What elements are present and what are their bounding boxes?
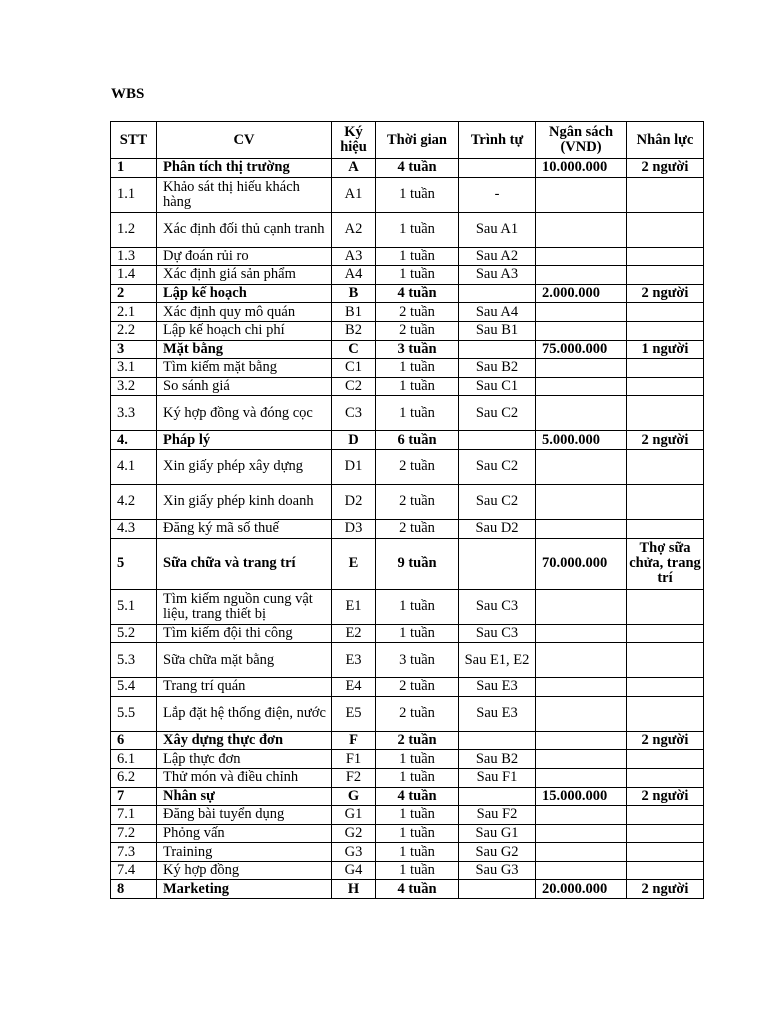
table-row-group	[111, 159, 704, 178]
cell-staff	[627, 624, 704, 643]
cell-symbol: F2	[332, 768, 376, 787]
cell-task: Lập kế hoạch chi phí	[157, 321, 332, 340]
cell-stt: 1.2	[111, 212, 157, 247]
cell-budget	[536, 359, 627, 378]
cell-staff	[627, 177, 704, 212]
cell-time: 6 tuần	[376, 431, 459, 450]
cell-budget	[536, 843, 627, 862]
cell-budget	[536, 484, 627, 519]
cell-time: 1 tuần	[376, 589, 459, 624]
table-row	[111, 449, 704, 484]
table-row	[111, 212, 704, 247]
cell-stt: 4.1	[111, 449, 157, 484]
cell-sequence: Sau F2	[459, 806, 536, 825]
cell-staff	[627, 266, 704, 285]
cell-time: 1 tuần	[376, 824, 459, 843]
table-row-group	[111, 340, 704, 359]
cell-stt: 6.2	[111, 768, 157, 787]
cell-budget: 10.000.000	[536, 159, 627, 178]
cell-task: Đăng bài tuyển dụng	[157, 806, 332, 825]
cell-sequence	[459, 731, 536, 750]
cell-stt: 5.3	[111, 643, 157, 678]
cell-stt: 5.1	[111, 589, 157, 624]
cell-stt: 4.2	[111, 484, 157, 519]
table-row	[111, 177, 704, 212]
table-row-group	[111, 538, 704, 589]
cell-symbol: D1	[332, 449, 376, 484]
table-row	[111, 519, 704, 538]
cell-symbol: C1	[332, 359, 376, 378]
cell-time: 9 tuần	[376, 538, 459, 589]
cell-task: Xác định đối thủ cạnh tranh	[157, 212, 332, 247]
cell-stt: 5.2	[111, 624, 157, 643]
cell-sequence: Sau G3	[459, 861, 536, 880]
cell-stt: 5.5	[111, 696, 157, 731]
document-title: WBS	[111, 86, 145, 102]
cell-symbol: D2	[332, 484, 376, 519]
cell-task: Thử món và điều chỉnh	[157, 768, 332, 787]
cell-time: 2 tuần	[376, 519, 459, 538]
table-row	[111, 377, 704, 396]
cell-symbol: E	[332, 538, 376, 589]
cell-staff: 1 người	[627, 340, 704, 359]
cell-sequence: Sau G2	[459, 843, 536, 862]
cell-symbol: B2	[332, 321, 376, 340]
cell-task: Marketing	[157, 880, 332, 899]
cell-task: Tìm kiếm mặt bằng	[157, 359, 332, 378]
cell-staff	[627, 321, 704, 340]
cell-budget	[536, 396, 627, 431]
cell-budget	[536, 449, 627, 484]
cell-time: 2 tuần	[376, 696, 459, 731]
table-row-group	[111, 787, 704, 806]
cell-staff	[627, 806, 704, 825]
cell-symbol: A1	[332, 177, 376, 212]
cell-staff	[627, 861, 704, 880]
table-row	[111, 806, 704, 825]
cell-task: Phân tích thị trường	[157, 159, 332, 178]
cell-task: Xây dựng thực đơn	[157, 731, 332, 750]
cell-stt: 6.1	[111, 750, 157, 769]
cell-budget	[536, 266, 627, 285]
cell-symbol: G4	[332, 861, 376, 880]
cell-stt: 1.1	[111, 177, 157, 212]
cell-staff	[627, 589, 704, 624]
cell-staff	[627, 484, 704, 519]
cell-task: Ký hợp đồng	[157, 861, 332, 880]
cell-time: 2 tuần	[376, 484, 459, 519]
cell-symbol: F1	[332, 750, 376, 769]
cell-staff: 2 người	[627, 731, 704, 750]
cell-budget	[536, 806, 627, 825]
cell-sequence	[459, 787, 536, 806]
cell-budget	[536, 643, 627, 678]
wbs-table	[110, 121, 704, 899]
cell-time: 1 tuần	[376, 768, 459, 787]
cell-time: 2 tuần	[376, 449, 459, 484]
cell-stt: 5.4	[111, 678, 157, 697]
cell-stt: 7	[111, 787, 157, 806]
cell-stt: 3.1	[111, 359, 157, 378]
table-row	[111, 247, 704, 266]
cell-time: 1 tuần	[376, 377, 459, 396]
cell-time: 1 tuần	[376, 266, 459, 285]
cell-time: 1 tuần	[376, 861, 459, 880]
cell-staff: 2 người	[627, 159, 704, 178]
cell-task: Training	[157, 843, 332, 862]
cell-symbol: G	[332, 787, 376, 806]
cell-task: Tìm kiếm nguồn cung vật liệu, trang thiết bị	[157, 589, 332, 624]
cell-sequence: Sau B2	[459, 359, 536, 378]
cell-staff	[627, 449, 704, 484]
cell-staff	[627, 768, 704, 787]
cell-symbol: C3	[332, 396, 376, 431]
cell-task: Xác định giá sản phẩm	[157, 266, 332, 285]
cell-stt: 2	[111, 284, 157, 303]
table-header	[111, 122, 704, 159]
cell-stt: 3	[111, 340, 157, 359]
cell-sequence: Sau C3	[459, 624, 536, 643]
cell-stt: 4.	[111, 431, 157, 450]
cell-sequence: Sau G1	[459, 824, 536, 843]
cell-symbol: E3	[332, 643, 376, 678]
cell-task: Lập thực đơn	[157, 750, 332, 769]
cell-task: Nhân sự	[157, 787, 332, 806]
table-row	[111, 861, 704, 880]
table-row	[111, 484, 704, 519]
cell-budget: 15.000.000	[536, 787, 627, 806]
cell-time: 1 tuần	[376, 843, 459, 862]
cell-stt: 2.2	[111, 321, 157, 340]
table-row	[111, 768, 704, 787]
cell-budget	[536, 768, 627, 787]
cell-stt: 2.1	[111, 303, 157, 322]
cell-sequence: Sau A2	[459, 247, 536, 266]
cell-time: 1 tuần	[376, 247, 459, 266]
cell-budget	[536, 321, 627, 340]
cell-budget: 5.000.000	[536, 431, 627, 450]
cell-symbol: G2	[332, 824, 376, 843]
cell-budget	[536, 519, 627, 538]
cell-symbol: B1	[332, 303, 376, 322]
table-row	[111, 321, 704, 340]
cell-task: Dự đoán rủi ro	[157, 247, 332, 266]
cell-task: Khảo sát thị hiếu khách hàng	[157, 177, 332, 212]
table-row	[111, 843, 704, 862]
cell-budget	[536, 696, 627, 731]
cell-budget	[536, 861, 627, 880]
cell-budget	[536, 750, 627, 769]
cell-symbol: A	[332, 159, 376, 178]
cell-symbol: H	[332, 880, 376, 899]
cell-staff: Thợ sữa chửa, trang trí	[627, 538, 704, 589]
cell-task: Lắp đặt hệ thống điện, nước	[157, 696, 332, 731]
cell-time: 4 tuần	[376, 880, 459, 899]
cell-budget	[536, 377, 627, 396]
cell-sequence	[459, 284, 536, 303]
table-row	[111, 824, 704, 843]
cell-symbol: B	[332, 284, 376, 303]
cell-stt: 7.2	[111, 824, 157, 843]
header-time: Thời gian	[376, 122, 459, 159]
cell-budget: 75.000.000	[536, 340, 627, 359]
cell-sequence: Sau C3	[459, 589, 536, 624]
header-cv: CV	[157, 122, 332, 159]
cell-sequence: Sau F1	[459, 768, 536, 787]
cell-time: 1 tuần	[376, 396, 459, 431]
cell-time: 4 tuần	[376, 159, 459, 178]
cell-staff	[627, 212, 704, 247]
cell-sequence: Sau A3	[459, 266, 536, 285]
cell-task: Xin giấy phép xây dựng	[157, 449, 332, 484]
cell-stt: 6	[111, 731, 157, 750]
cell-sequence: Sau C2	[459, 449, 536, 484]
cell-time: 1 tuần	[376, 750, 459, 769]
table-row	[111, 396, 704, 431]
cell-budget	[536, 824, 627, 843]
table-row	[111, 750, 704, 769]
table-row	[111, 678, 704, 697]
cell-staff	[627, 678, 704, 697]
cell-symbol: E2	[332, 624, 376, 643]
cell-symbol: F	[332, 731, 376, 750]
table-row	[111, 303, 704, 322]
cell-budget	[536, 731, 627, 750]
cell-stt: 1	[111, 159, 157, 178]
cell-time: 1 tuần	[376, 177, 459, 212]
cell-symbol: E5	[332, 696, 376, 731]
cell-time: 1 tuần	[376, 806, 459, 825]
cell-task: Xác định quy mô quán	[157, 303, 332, 322]
cell-task: Sữa chữa mặt bằng	[157, 643, 332, 678]
cell-sequence: Sau A1	[459, 212, 536, 247]
cell-staff: 2 người	[627, 787, 704, 806]
cell-task: Đăng ký mã số thuế	[157, 519, 332, 538]
cell-task: Lập kế hoạch	[157, 284, 332, 303]
cell-sequence: Sau C2	[459, 396, 536, 431]
cell-sequence: Sau B2	[459, 750, 536, 769]
cell-staff	[627, 359, 704, 378]
cell-symbol: A2	[332, 212, 376, 247]
cell-budget	[536, 212, 627, 247]
header-budget: Ngân sách (VND)	[536, 122, 627, 159]
cell-time: 1 tuần	[376, 212, 459, 247]
cell-sequence: Sau D2	[459, 519, 536, 538]
header-row	[111, 122, 704, 159]
cell-symbol: E1	[332, 589, 376, 624]
cell-stt: 8	[111, 880, 157, 899]
cell-symbol: E4	[332, 678, 376, 697]
cell-sequence	[459, 159, 536, 178]
cell-stt: 1.3	[111, 247, 157, 266]
cell-budget: 20.000.000	[536, 880, 627, 899]
cell-staff: 2 người	[627, 431, 704, 450]
table-row	[111, 589, 704, 624]
cell-time: 2 tuần	[376, 678, 459, 697]
cell-stt: 3.2	[111, 377, 157, 396]
cell-task: Sữa chữa và trang trí	[157, 538, 332, 589]
cell-budget	[536, 303, 627, 322]
table-row	[111, 643, 704, 678]
cell-time: 4 tuần	[376, 284, 459, 303]
cell-budget: 70.000.000	[536, 538, 627, 589]
header-sequence: Trình tự	[459, 122, 536, 159]
cell-staff	[627, 750, 704, 769]
cell-symbol: C	[332, 340, 376, 359]
cell-budget	[536, 247, 627, 266]
cell-task: So sánh giá	[157, 377, 332, 396]
cell-time: 3 tuần	[376, 643, 459, 678]
cell-sequence	[459, 880, 536, 899]
cell-staff	[627, 377, 704, 396]
cell-sequence: Sau E3	[459, 678, 536, 697]
cell-symbol: D	[332, 431, 376, 450]
cell-task: Phỏng vấn	[157, 824, 332, 843]
cell-sequence: Sau A4	[459, 303, 536, 322]
table-row-group	[111, 284, 704, 303]
cell-symbol: A4	[332, 266, 376, 285]
cell-staff	[627, 843, 704, 862]
cell-staff	[627, 643, 704, 678]
cell-time: 2 tuần	[376, 303, 459, 322]
cell-task: Xin giấy phép kinh doanh	[157, 484, 332, 519]
cell-task: Trang trí quán	[157, 678, 332, 697]
cell-task: Mặt bằng	[157, 340, 332, 359]
cell-stt: 7.3	[111, 843, 157, 862]
table-row	[111, 266, 704, 285]
cell-time: 1 tuần	[376, 359, 459, 378]
cell-staff	[627, 247, 704, 266]
cell-sequence: Sau E1, E2	[459, 643, 536, 678]
cell-task: Pháp lý	[157, 431, 332, 450]
cell-time: 1 tuần	[376, 624, 459, 643]
table-row	[111, 696, 704, 731]
cell-stt: 7.1	[111, 806, 157, 825]
cell-time: 4 tuần	[376, 787, 459, 806]
cell-staff	[627, 303, 704, 322]
table-body	[111, 159, 704, 899]
cell-time: 2 tuần	[376, 731, 459, 750]
cell-stt: 4.3	[111, 519, 157, 538]
cell-staff: 2 người	[627, 284, 704, 303]
header-symbol: Ký hiệu	[332, 122, 376, 159]
cell-symbol: C2	[332, 377, 376, 396]
header-stt: STT	[111, 122, 157, 159]
cell-task: Ký hợp đồng và đóng cọc	[157, 396, 332, 431]
cell-budget	[536, 589, 627, 624]
cell-staff: 2 người	[627, 880, 704, 899]
cell-budget	[536, 624, 627, 643]
cell-budget: 2.000.000	[536, 284, 627, 303]
cell-staff	[627, 696, 704, 731]
cell-staff	[627, 824, 704, 843]
cell-sequence	[459, 340, 536, 359]
cell-symbol: G3	[332, 843, 376, 862]
cell-stt: 1.4	[111, 266, 157, 285]
cell-sequence	[459, 538, 536, 589]
cell-sequence: -	[459, 177, 536, 212]
table-row	[111, 624, 704, 643]
cell-sequence: Sau B1	[459, 321, 536, 340]
cell-sequence: Sau C2	[459, 484, 536, 519]
cell-staff	[627, 396, 704, 431]
cell-time: 3 tuần	[376, 340, 459, 359]
table-row-group	[111, 731, 704, 750]
cell-sequence	[459, 431, 536, 450]
cell-sequence: Sau C1	[459, 377, 536, 396]
cell-stt: 7.4	[111, 861, 157, 880]
cell-stt: 5	[111, 538, 157, 589]
cell-stt: 3.3	[111, 396, 157, 431]
cell-budget	[536, 177, 627, 212]
table-row-group	[111, 880, 704, 899]
cell-symbol: G1	[332, 806, 376, 825]
table-row-group	[111, 431, 704, 450]
cell-sequence: Sau E3	[459, 696, 536, 731]
cell-symbol: A3	[332, 247, 376, 266]
cell-task: Tìm kiếm đội thi công	[157, 624, 332, 643]
header-staff: Nhân lực	[627, 122, 704, 159]
cell-budget	[536, 678, 627, 697]
cell-staff	[627, 519, 704, 538]
cell-symbol: D3	[332, 519, 376, 538]
table-row	[111, 359, 704, 378]
cell-time: 2 tuần	[376, 321, 459, 340]
